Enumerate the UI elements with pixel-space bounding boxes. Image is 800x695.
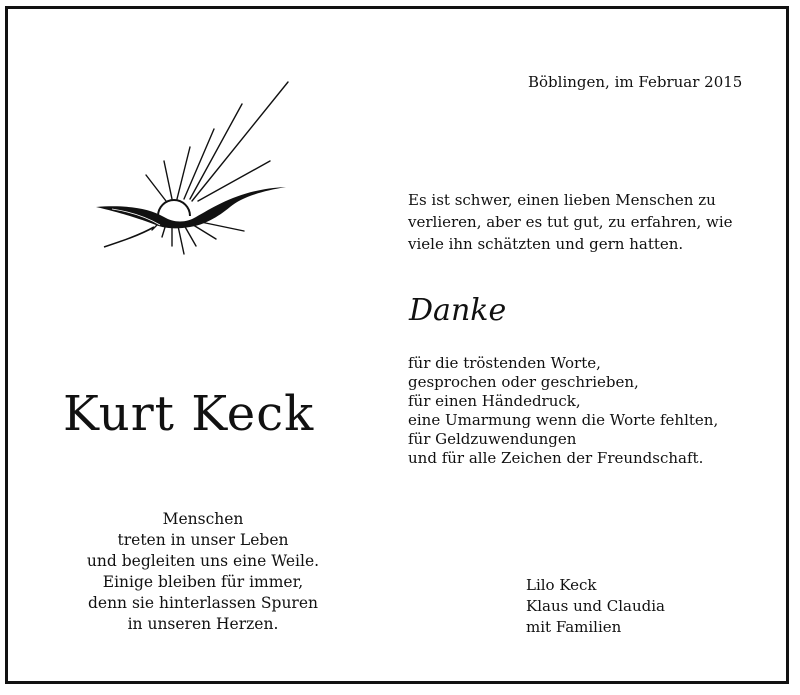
thanks-line: und für alle Zeichen der Freundschaft. <box>408 449 704 467</box>
quote-line: Es ist schwer, einen lieben Menschen zu <box>408 191 716 209</box>
poem-line: und begleiten uns eine Weile. <box>86 552 320 570</box>
quote-line: verlieren, aber es tut gut, zu erfahren, wie <box>408 213 733 231</box>
poem-line: denn sie hinterlassen Spuren <box>87 594 318 612</box>
thanks-list <box>408 354 718 468</box>
signer-line: Klaus und Claudia <box>526 597 665 615</box>
sun-bird-icon <box>92 79 302 259</box>
poem <box>28 509 378 635</box>
poem-line: Einige bleiben für immer, <box>102 573 304 591</box>
obituary-frame <box>5 6 789 684</box>
place-date: Böblingen, im Februar 2015 <box>528 73 743 91</box>
quote-line: viele ihn schätzten und gern hatten. <box>408 235 684 253</box>
thanks-line: für Geldzuwendungen <box>408 430 577 448</box>
signers <box>526 575 665 638</box>
thanks-line: für die tröstenden Worte, <box>408 354 601 372</box>
danke-heading: Danke <box>409 293 507 328</box>
signer-line: mit Familien <box>526 618 622 636</box>
poem-line: treten in unser Leben <box>117 531 289 549</box>
signer-line: Lilo Keck <box>526 576 597 594</box>
poem-line: in unseren Herzen. <box>127 615 279 633</box>
poem-line: Menschen <box>162 510 244 528</box>
thanks-line: eine Umarmung wenn die Worte fehlten, <box>408 411 719 429</box>
thanks-line: gesprochen oder geschrieben, <box>408 373 639 391</box>
thanks-line: für einen Händedruck, <box>408 392 581 410</box>
opening-quote <box>408 189 733 255</box>
deceased-name: Kurt Keck <box>63 386 315 442</box>
